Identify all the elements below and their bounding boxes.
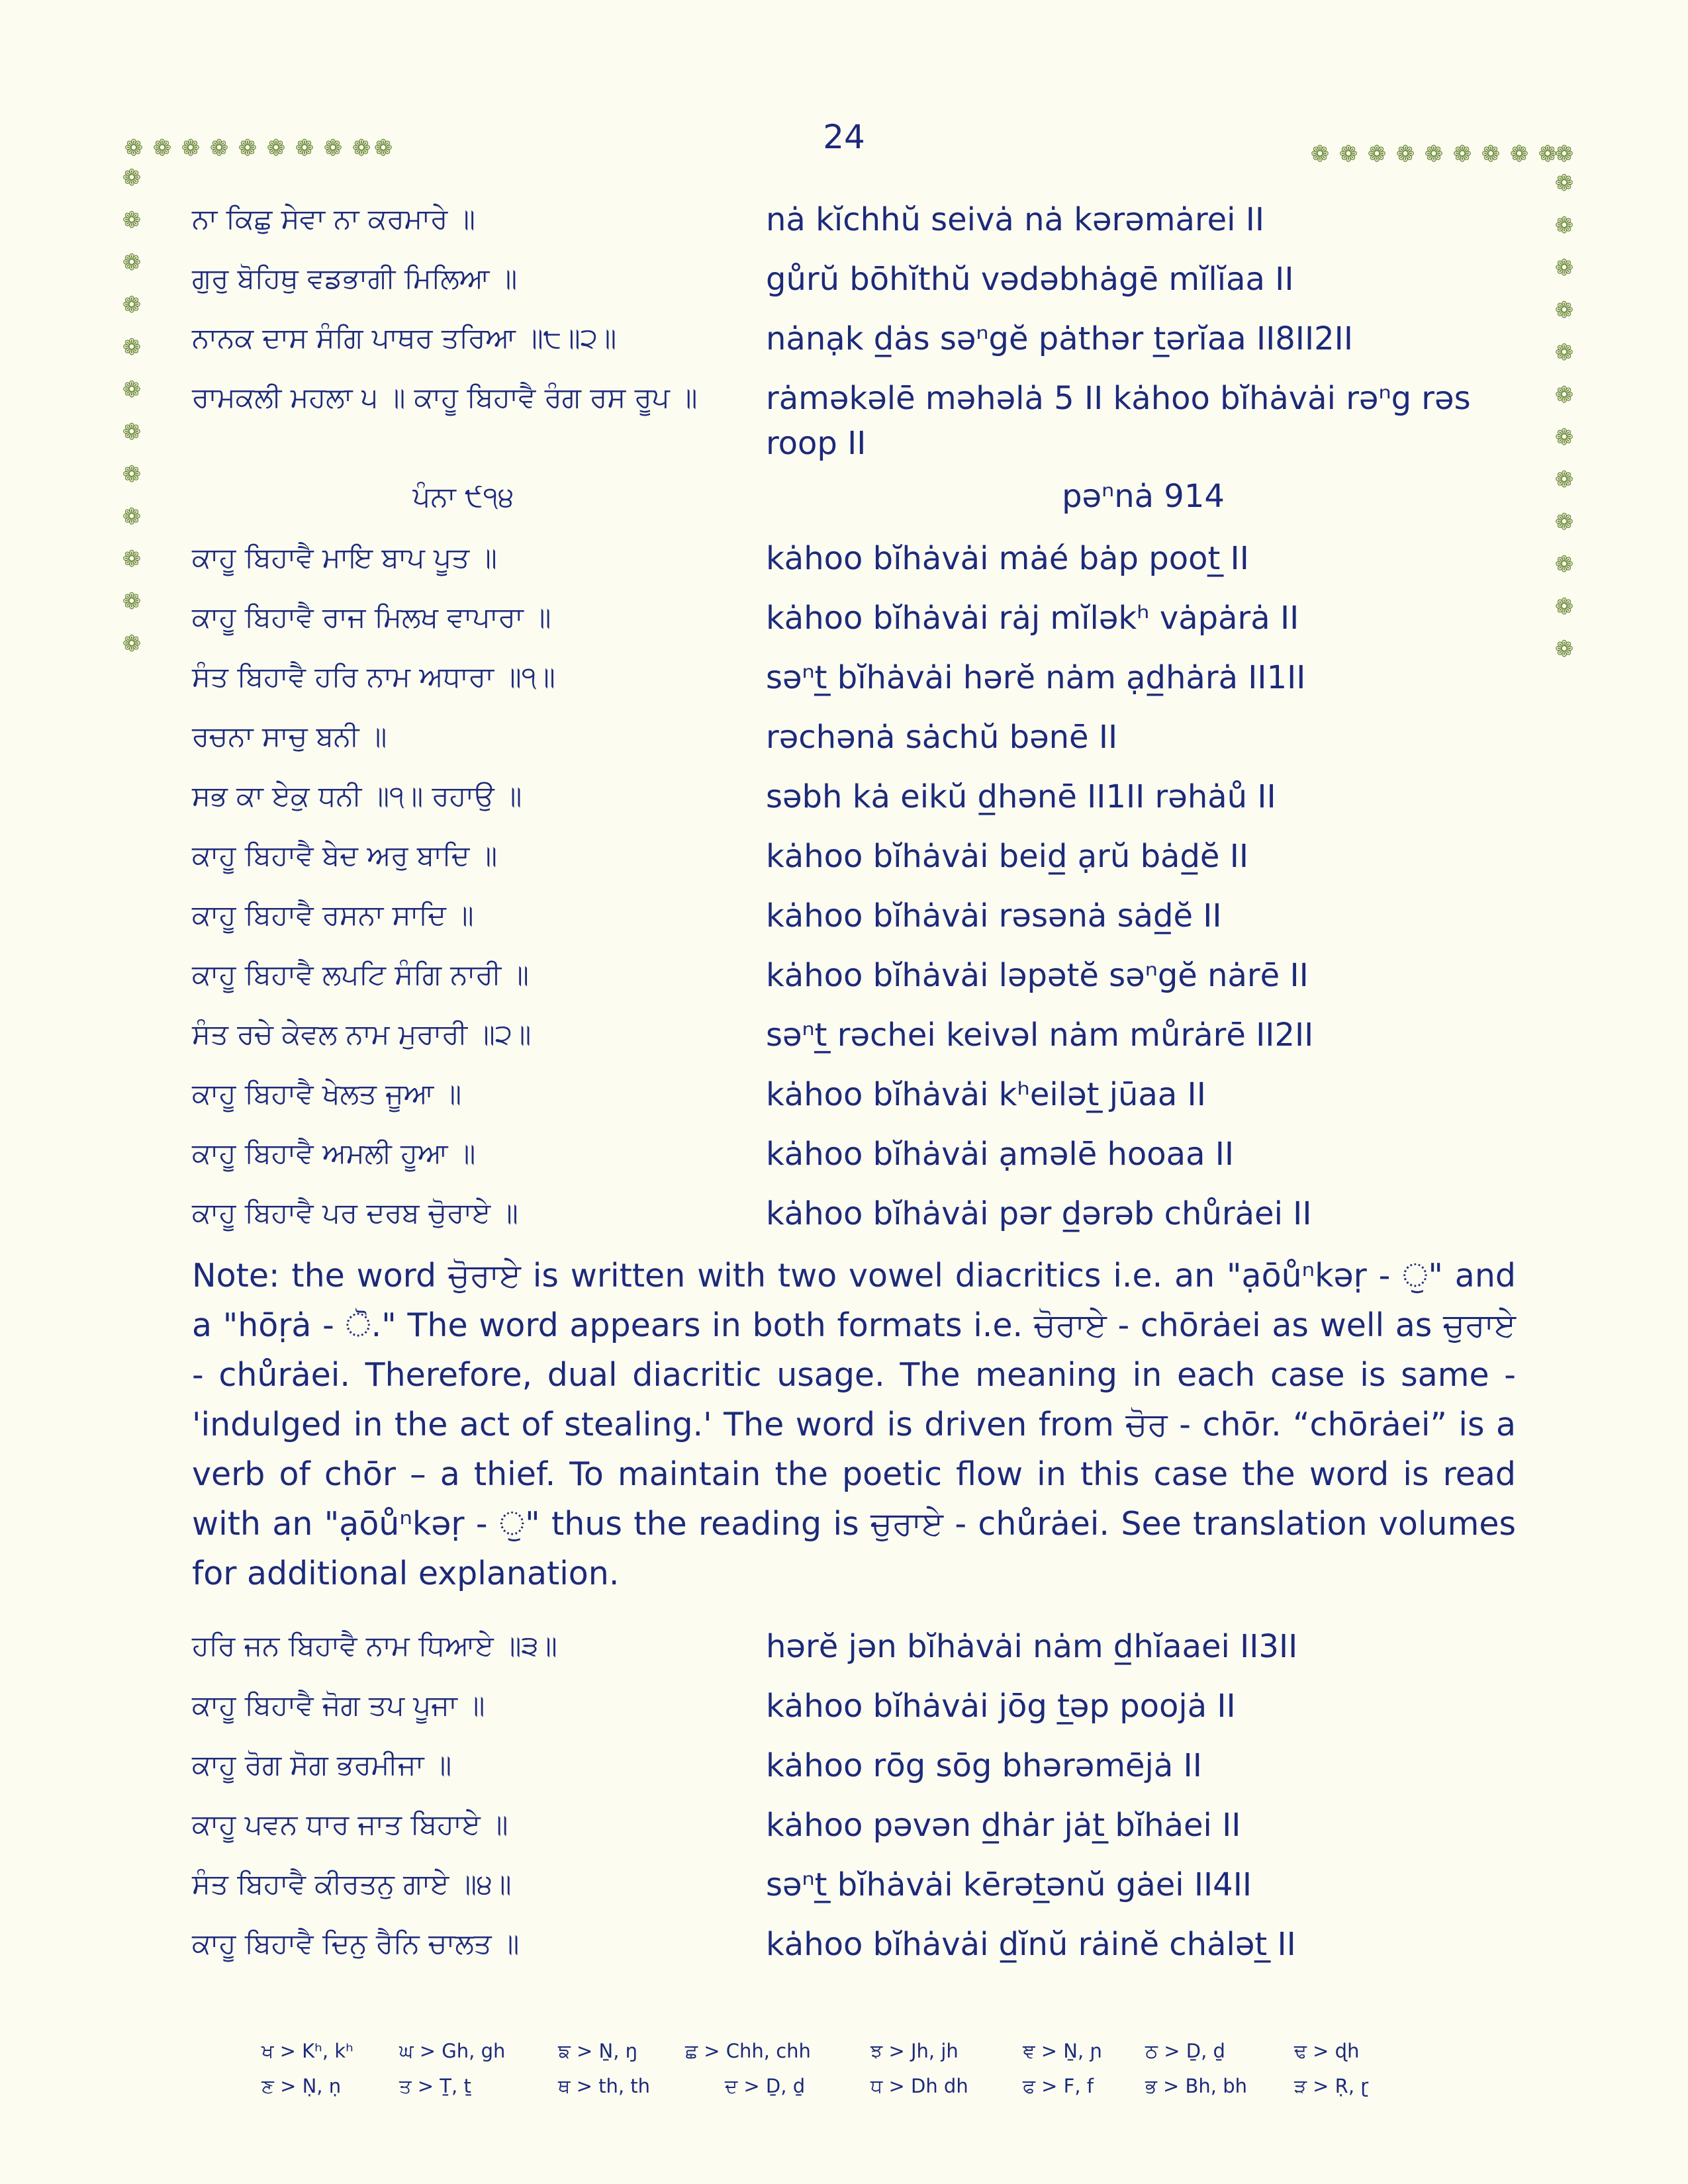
gurmukhi-text: ਹਰਿ ਜਨ ਬਿਹਾਵੈ ਨਾਮ ਧਿਆਏ ॥੩॥ <box>192 1629 557 1662</box>
transliteration-text: səⁿt̲ bĭhȧvȧi kērət̲ənŭ gȧei II4II <box>766 1866 1252 1903</box>
gurmukhi-text: ਸੰਤ ਰਚੇ ਕੇਵਲ ਨਾਮ ਮੁਰਾਰੀ ॥੨॥ <box>192 1018 532 1050</box>
transliteration-text: rȧməkəlē məhəlȧ 5 II kȧhoo bĭhȧvȧi rəⁿg rəs roop II <box>766 380 1471 462</box>
flower-ornament-icon: ❁ <box>295 135 314 161</box>
transliteration-text: kȧhoo bĭhȧvȧi rəsənȧ sȧd̲ĕ II <box>766 897 1222 934</box>
gurmukhi-text: ਕਾਹੂ ਬਿਹਾਵੈ ਮਾਇ ਬਾਪ ਪੂਤ ॥ <box>192 541 497 574</box>
flower-ornament-icon: ❁ <box>122 588 142 615</box>
gurmukhi-text: ਕਾਹੂ ਬਿਹਾਵੈ ਖੇਲਤ ਜੂਆ ॥ <box>192 1077 462 1110</box>
flower-ornament-icon: ❁ <box>124 135 144 161</box>
legend-item: ਘ > Gh, gh <box>399 2040 506 2062</box>
flower-ornament-icon: ❁ <box>238 135 258 161</box>
transliteration-text: kȧhoo rōg sōg bhərəmējȧ II <box>766 1747 1202 1784</box>
gurmukhi-text: ਕਾਹੂ ਬਿਹਾਵੈ ਅਮਲੀ ਹੂਆ ॥ <box>192 1137 476 1169</box>
flower-ornament-icon: ❁ <box>1554 297 1574 324</box>
gurmukhi-text: ਕਾਹੂ ਰੋਗ ਸੋਗ ਭਰਮੀਜਾ ॥ <box>192 1749 452 1781</box>
flower-ornament-icon: ❁ <box>1554 141 1574 167</box>
transliteration-text: kȧhoo pəvən d̲hȧr jȧt̲ bĭhȧei II <box>766 1807 1241 1844</box>
gurmukhi-text: ਸੰਤ ਬਿਹਾਵੈ ਹਰਿ ਨਾਮ ਅਧਾਰਾ ॥੧॥ <box>192 660 555 693</box>
flower-ornament-icon: ❁ <box>122 504 142 530</box>
flower-ornament-icon: ❁ <box>1554 509 1574 535</box>
flower-ornament-icon: ❁ <box>266 135 286 161</box>
flower-ornament-icon: ❁ <box>1554 170 1574 197</box>
gurmukhi-text: ਰਾਮਕਲੀ ਮਹਲਾ ੫ ॥ ਕਾਹੂ ਬਿਹਾਵੈ ਰੰਗ ਰਸ ਰੂਪ ॥ <box>192 381 698 414</box>
gurmukhi-text: ਕਾਹੂ ਬਿਹਾਵੈ ਲਪਟਿ ਸੰਗਿ ਨਾਰੀ ॥ <box>192 958 529 991</box>
flower-ornament-icon: ❁ <box>122 377 142 403</box>
explanatory-note: Note: the word ਚੋੁਰਾਏ is written with two vowel diacritics i.e. an "ạōůⁿkəṛ - ੁ" and a "hōṛȧ - ੋ." The word appears in both formats i.e. ਚੋਰਾਏ - chōrȧei as well as ਚੁਰਾਏ - chůrȧei. Therefore, dual diacritic usage. The meaning in each case is same - 'indulged in the act of stealing.' The word is driven from ਚੋਰ - chōr. “chōrȧei” is a verb of chōr – a thief. To maintain the poetic flow in this case the word is read with an "ạōůⁿkəṛ - ੁ" thus the reading is ਚੁਰਾਏ - chůrȧei. See translation volumes for additional explanation. <box>192 1257 1516 1592</box>
flower-ornament-icon: ❁ <box>1481 141 1501 167</box>
gurmukhi-text: ਨਾਨਕ ਦਾਸ ਸੰਗਿ ਪਾਥਰ ਤਰਿਆ ॥੮॥੨॥ <box>192 322 617 354</box>
transliteration-text: gůrŭ bōhĭthŭ vədəbhȧgē mĭlĭaa II <box>766 261 1294 298</box>
transliteration-text: nȧnạk d̲ȧs səⁿgĕ pȧthər t̲ərĭaa II8II2II <box>766 320 1353 357</box>
transliteration-text: səbh kȧ eikŭ d̲hənē II1II rəhȧů II <box>766 778 1276 815</box>
transliteration-text: kȧhoo bĭhȧvȧi ạməlē hooaa II <box>766 1136 1235 1173</box>
flower-ornament-icon: ❁ <box>373 135 393 161</box>
flower-ornament-icon: ❁ <box>1554 382 1574 408</box>
flower-ornament-icon: ❁ <box>1554 424 1574 451</box>
legend-item: ਤ > Ṯ, ṯ <box>399 2075 471 2097</box>
legend-item: ਛ > Chh, chh <box>685 2040 811 2062</box>
flower-ornament-icon: ❁ <box>1554 551 1574 578</box>
flower-ornament-icon: ❁ <box>1554 594 1574 620</box>
flower-ornament-icon: ❁ <box>1424 141 1444 167</box>
transliteration-text: kȧhoo bĭhȧvȧi mȧé bȧp poot̲ II <box>766 540 1249 577</box>
flower-ornament-icon: ❁ <box>1310 141 1330 167</box>
flower-ornament-icon: ❁ <box>1395 141 1415 167</box>
flower-ornament-icon: ❁ <box>1338 141 1358 167</box>
transliteration-text: kȧhoo bĭhȧvȧi d̲ĭnŭ rȧinĕ chȧlət̲ II <box>766 1926 1296 1963</box>
flower-ornament-icon: ❁ <box>1452 141 1472 167</box>
gurmukhi-text: ਗੁਰੁ ਬੋਹਿਥੁ ਵਡਭਾਗੀ ਮਿਲਿਆ ॥ <box>192 262 518 295</box>
legend-item: ਖ > Kʰ, kʰ <box>261 2040 353 2062</box>
flower-ornament-icon: ❁ <box>122 334 142 361</box>
legend-item: ਞ > Ṉ, ɲ <box>1023 2040 1103 2062</box>
flower-ornament-icon: ❁ <box>181 135 201 161</box>
legend-item: ਣ > Ṇ, ṇ <box>261 2075 342 2097</box>
panna-gurmukhi: ਪੰਨਾ ੯੧੪ <box>412 480 514 513</box>
transliteration-text: nȧ kĭchhŭ seivȧ nȧ kərəmȧrei II <box>766 201 1265 238</box>
gurmukhi-text: ਸੰਤ ਬਿਹਾਵੈ ਕੀਰਤਨੁ ਗਾਏ ॥੪॥ <box>192 1868 512 1900</box>
panna-translit: pəⁿnȧ 914 <box>1062 478 1225 515</box>
flower-ornament-icon: ❁ <box>1554 636 1574 662</box>
flower-ornament-icon: ❁ <box>1509 141 1529 167</box>
flower-ornament-icon: ❁ <box>352 135 371 161</box>
legend-item: ਭ > Bh, bh <box>1145 2075 1248 2097</box>
flower-ornament-icon: ❁ <box>122 250 142 276</box>
legend-item: ਦ > Ḏ, ḏ <box>725 2075 806 2097</box>
flower-ornament-icon: ❁ <box>1538 141 1558 167</box>
flower-ornament-icon: ❁ <box>122 461 142 488</box>
flower-ornament-icon: ❁ <box>1554 212 1574 239</box>
flower-ornament-icon: ❁ <box>122 292 142 318</box>
gurmukhi-text: ਕਾਹੂ ਪਵਨ ਧਾਰ ਜਾਤ ਬਿਹਾਏ ॥ <box>192 1808 508 1841</box>
legend-item: ਙ > Ṉ, ŋ <box>558 2040 638 2062</box>
flower-ornament-icon: ❁ <box>122 207 142 234</box>
legend-item: ਢ > ɖh <box>1294 2040 1360 2062</box>
gurmukhi-text: ਕਾਹੂ ਬਿਹਾਵੈ ਜੋਗ ਤਪ ਪੂਜਾ ॥ <box>192 1689 485 1721</box>
gurmukhi-text: ਸਭ ਕਾ ਏਕੁ ਧਨੀ ॥੧॥ ਰਹਾਉ ॥ <box>192 780 522 812</box>
transliteration-text: rəchənȧ sȧchŭ bənē II <box>766 719 1118 756</box>
legend-item: ਥ > th, th <box>558 2075 651 2097</box>
flower-ornament-icon: ❁ <box>122 165 142 191</box>
transliteration-text: kȧhoo bĭhȧvȧi rȧj mĭləkʰ vȧpȧrȧ II <box>766 600 1299 637</box>
flower-ornament-icon: ❁ <box>209 135 229 161</box>
legend-item: ਠ > Ḏ, ḏ <box>1145 2040 1225 2062</box>
transliteration-text: hərĕ jən bĭhȧvȧi nȧm d̲hĭaaei II3II <box>766 1628 1298 1665</box>
legend-item: ਝ > Jh, jh <box>870 2040 959 2062</box>
transliteration-text: səⁿt̲ rəchei keivəl nȧm můrȧrē II2II <box>766 1017 1314 1054</box>
flower-ornament-icon: ❁ <box>323 135 343 161</box>
flower-ornament-icon: ❁ <box>152 135 172 161</box>
gurmukhi-text: ਕਾਹੂ ਬਿਹਾਵੈ ਰਸਨਾ ਸਾਦਿ ॥ <box>192 899 474 931</box>
gurmukhi-text: ਕਾਹੂ ਬਿਹਾਵੈ ਬੇਦ ਅਰੁ ਬਾਦਿ ॥ <box>192 839 498 872</box>
gurmukhi-text: ਨਾ ਕਿਛੁ ਸੇਵਾ ਨਾ ਕਰਮਾਰੇ ॥ <box>192 203 475 235</box>
flower-ornament-icon: ❁ <box>1554 467 1574 493</box>
legend-item: ਧ > Dh dh <box>870 2075 968 2097</box>
transliteration-text: kȧhoo bĭhȧvȧi pər d̲ərəb chůrȧei II <box>766 1195 1312 1232</box>
flower-ornament-icon: ❁ <box>1367 141 1387 167</box>
transliteration-text: kȧhoo bĭhȧvȧi ləpətĕ səⁿgĕ nȧrē II <box>766 957 1309 994</box>
legend-item: ਫ > F, f <box>1023 2075 1094 2097</box>
flower-ornament-icon: ❁ <box>122 419 142 445</box>
flower-ornament-icon: ❁ <box>1554 340 1574 366</box>
transliteration-text: kȧhoo bĭhȧvȧi kʰeilət̲ jūaa II <box>766 1076 1206 1113</box>
flower-ornament-icon: ❁ <box>122 546 142 572</box>
gurmukhi-text: ਕਾਹੂ ਬਿਹਾਵੈ ਦਿਨੁ ਰੈਨਿ ਚਾਲਤ ॥ <box>192 1927 520 1960</box>
transliteration-text: kȧhoo bĭhȧvȧi beid̲ ạrŭ bȧd̲ĕ II <box>766 838 1249 875</box>
legend-item: ੜ > Ṛ, ɽ <box>1294 2075 1369 2097</box>
transliteration-text: kȧhoo bĭhȧvȧi jōg t̲əp poojȧ II <box>766 1688 1236 1725</box>
gurmukhi-text: ਕਾਹੂ ਬਿਹਾਵੈ ਰਾਜ ਮਿਲਖ ਵਾਪਾਰਾ ॥ <box>192 601 551 633</box>
gurmukhi-text: ਕਾਹੂ ਬਿਹਾਵੈ ਪਰ ਦਰਬ ਚੋੁਰਾਏ ॥ <box>192 1197 518 1229</box>
page-number: 24 <box>823 118 865 156</box>
gurmukhi-text: ਰਚਨਾ ਸਾਚੁ ਬਨੀ ॥ <box>192 720 387 752</box>
flower-ornament-icon: ❁ <box>122 631 142 657</box>
flower-ornament-icon: ❁ <box>1554 255 1574 281</box>
transliteration-text: səⁿt̲ bĭhȧvȧi hərĕ nȧm ạd̲hȧrȧ II1II <box>766 659 1306 696</box>
